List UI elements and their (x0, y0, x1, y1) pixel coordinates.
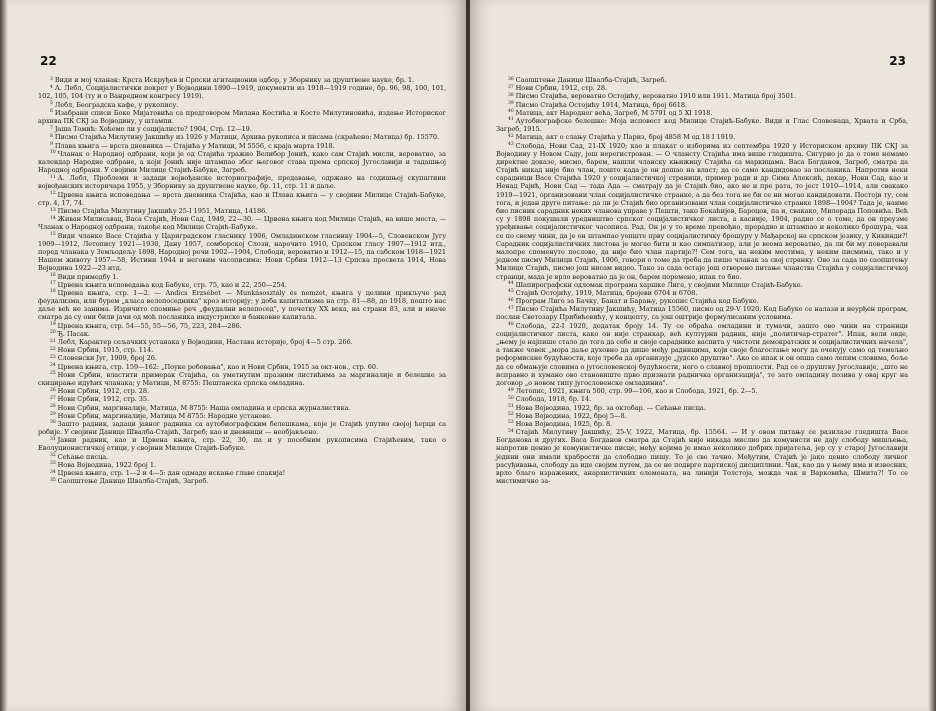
footnote (38, 453, 446, 461)
footnote-text: Црвена књига исповедања код Бабуке, стр. 75, као и 22, 250—254. (57, 280, 287, 289)
footnotes-right (470, 76, 936, 485)
footnote-text: Летопис, 1921, књига 500, стр. 99—106, као и Слобода, 1921, бр. 2—5. (515, 387, 758, 396)
footnote-text: Лебл, Карактер сељачких устанака у Војводини, Настава историје, број 4—5 стр. 266. (57, 338, 353, 346)
footnote-text: Стајић Остојићу, 1919, Матица, бројеви 6704 и 6708. (515, 288, 698, 297)
footnote-text: Лебл, Београдска кафе, у рукопису. (54, 100, 179, 109)
footnote (38, 101, 446, 109)
footnote-number: 34 (50, 469, 56, 475)
footnote-number: 41 (508, 117, 514, 123)
footnote (496, 76, 908, 84)
footnote-number: 24 (50, 363, 56, 369)
footnote-number: 32 (50, 453, 56, 459)
footnote-text: Писмо Стајића Милутину Јакшићу из 1926 у Матици, Архива рукописа и писама (скраћено: Матица) бр. 15570. (54, 133, 440, 142)
footnote-number: 23 (50, 354, 56, 360)
footnote (38, 142, 446, 150)
footnote-number: 22 (50, 346, 56, 352)
footnote (38, 191, 446, 207)
footnote-number: 18 (50, 289, 56, 295)
footnote (38, 109, 446, 125)
footnote-number: 17 (50, 281, 56, 287)
footnote (38, 322, 446, 330)
footnote (38, 273, 446, 281)
footnote-text: Види чланке Васе Стајића у Цариградском гласнику 1906, Омладинском гласнику 1904—5, Словенском Југу 1909—1912, Летопису 1921—1930, Дану 1957, сомборској Слози, нарочито 1910, Српском гласу 1907—1912 итд., поред чланака у Земљодељу 1898, Народној речи 1902—1904, Слободи, вероватно и 1912—15, па сабском 1918—1921 Нашем животу 1957—58, Истини 1944 и неговим часописима: Нови Србин 1912—13 Српска просвета 1914, Нова Војводина 1922—23 итд. (38, 231, 446, 273)
footnote-number: 33 (50, 461, 56, 467)
footnote-number: 39 (508, 101, 514, 107)
footnote-text: Писмо Стајића Милутину Јакшићу 25-I 1951, Матица, 14186. (57, 207, 268, 215)
footnote-text: Шапирографски одломак програма харшке Лиге, у својини Милице Стајић-Бабуке. (515, 280, 803, 289)
footnote-text: Матица, акт о слању Стајића у Париз, број 4858 М од 18 I 1919. (515, 133, 735, 142)
footnote (38, 346, 446, 354)
footnote-number: 15 (50, 232, 56, 238)
footnote-text: Види примедбу 1. (57, 272, 119, 281)
footnote (496, 412, 908, 420)
footnote-text: А. Лебл, Социјалистички покрет у Војводини 1890—1919, документи из 1918—1919 године, бр. 96, 98, 100, 101, 102, 105, 104 (ту и о Ванредном конгресу 1919). (38, 84, 446, 101)
footnote-number: 43 (508, 142, 514, 147)
footnote-text: Слобода, 1918, бр. 14. (515, 395, 592, 404)
footnote (496, 387, 908, 395)
footnote (38, 232, 446, 273)
footnote (496, 92, 908, 100)
footnote (496, 109, 908, 117)
footnote (38, 207, 446, 215)
footnote (38, 371, 446, 387)
footnote-text: А. Лебл, Проблеми и задаци војвођанске историографије, предавање, одржано на годишњој скупштини војвођанских историчара 1955, у Зборнику за друштвене науке, бр. 11, стр. 11 и даље. (38, 174, 446, 191)
footnote-number: 7 (50, 125, 53, 131)
footnote (496, 142, 908, 281)
footnote-number: 27 (50, 395, 56, 401)
footnote-number: 46 (508, 297, 514, 303)
footnote-number: 40 (508, 109, 514, 115)
footnote-number: 35 (50, 477, 56, 483)
footnote-number: 42 (508, 133, 514, 139)
footnote (496, 395, 908, 403)
footnote-text: Ђ. Пасак. (57, 329, 90, 338)
footnote (38, 174, 446, 190)
footnote-number: 21 (50, 338, 56, 344)
footnote-number: 20 (50, 330, 56, 336)
footnote-number: 53 (508, 420, 514, 426)
footnote (38, 125, 446, 133)
footnote-text: Јаша Томић: Хоћемо ли у социјалисте? 1904, Стр. 12—19. (54, 125, 252, 134)
footnote (496, 297, 908, 305)
footnote (496, 404, 908, 412)
right-page (470, 0, 936, 711)
footnote-text: Стајић Милутину Јакшићу, 25-V, 1922, Матица, бр. 15564. — И у овом питању се разилазе гледишта Васе Богданова и других. Васа Богданов сматра да Стајић није никада мислио да комунисти не дају слободу мишљења, напротив ценио је комунистичке писце, међу којима је имао неколико добрих пријатеља, јер су у старој Југославији једини они имали храбрости да слободно пишу. То је све тачно. Међутим, Стајић је јако ценио слободу личног расуђивања, слободу да иде својим путем, да се не подврге партиској дисциплини. Чак, као да у њему има и извесних, врло благо изражених, анархистичких елемената, на линији Толстоја, можда чак и Варковића, Шмита?! То се мистимично за- (496, 428, 908, 486)
footnote-text: Нова Војводина, 1925, бр. 8. (515, 419, 613, 428)
footnote (496, 420, 908, 428)
footnote-text: Словенски Југ, 1909, број 26. (57, 354, 157, 363)
footnote (38, 363, 446, 371)
footnote (38, 330, 446, 338)
footnote-number: 45 (508, 289, 514, 295)
footnote-text: Саопштење Данице Швалба-Стајић, Загреб. (57, 477, 209, 486)
footnote (38, 76, 446, 84)
footnote-number: 48 (508, 322, 514, 328)
footnote (38, 420, 446, 436)
footnote-text: Чланак о Народној одбрани, који је од Стајића тражио Велибор Јонић, како сам Стајић мисли, вероватно, за календар Народне одбране, а који Јонић није штампао због његовог става према српској Југославији и тадашњој Народној одбрани. У својини Милице Стајић-Бабуке, Загреб. (38, 149, 446, 175)
footnote-text: Изабрани списи Боке Мијатовића са предговором Милана Костића и Косте Милутиновића, издање Историског архива ПК СКЈ за Војводину, у штампи. (38, 108, 446, 125)
footnote (496, 428, 908, 485)
footnote-text: Плава књига — врста дневника — Стајића у Матици, М 5556, с краја марта 1918. (54, 141, 335, 150)
footnote (496, 117, 908, 133)
footnote (38, 338, 446, 346)
footnote-number: 3 (50, 76, 53, 82)
footnote-text: Саопштење Данице Швалба-Стајић, Загреб. (515, 76, 667, 84)
footnote-text: Писмо Стајића Остојићу 1914, Матица, број 6618. (515, 100, 688, 109)
footnote (38, 404, 446, 412)
footnote-text: Нови Србин, 1912, стр. 28. (57, 387, 150, 396)
footnote (496, 101, 908, 109)
footnote (38, 436, 446, 452)
footnote-text: Слобода, Нови Сад, 21-IX 1920; као и плакат о изборима из септембра 1920 у Историском архиву ПК СКЈ за Војводину у Новом Саду, још нерегистрован. — О члансту Стајића има више гледишта. Сигурно је да о томе немамо директне доказе, мисмо, барем, нашли чланску књижицу Стајића са маркицама. Васа Богданов, Загреб, сматра да Стајић никад није био члан, пошто када је он дошао на власт; да се само кандидовао за посланика. Напротив неки сарадници Васе Стајића 1920 у социјалистичкој страници, пример ради и др Сима Алексић, декар, Нови Сад, као и Ненад Рајић, Нови Сад — тада Ада — сматрају да је Стајић био, ако не и пре рата, то јест 1910—1914, али свакако 1919—1921, организовани члан социјалистичке странке, а да без тога не би се ни могао кандидовати. Постоји ту, сем тога, и један друго питање: да ли је Стајић био организовани члан социјалистичке странке 1898—1904? Тада је, наиме био писник сарадник неких чланова управе у Пешти, тако Бокаћијев, Бароцов, па и, свакако, Милорада Поповића. Већ су у 1898 покушали уредништво српског социјалистичког листа, а касније, 1904, радио се о томе, да он преузме уређивање социјалистичког часописа. Рад. Он је у то време превођио, прерадио и штампао и неколико брошура, чак се по свему чини, да је он штампао уопште прву социјалистичку брошуру у Мађарској на српском језику, у Кикинди?! Сарадник социјалистичких листова је могао бити и као симпатизер, али је веома вероватно, да ли би му поверавали малопре споменуте послове, да није био члан партије?! Сем тога, на неким местима, у неким писмима, тако и у једном писму Милици Стајић, 1906, говори о томе да треба да пише чланак за свој странку. Ово за сада по саопштењу Милице Стајић, писмо још нисам видео. Тако за сада остаје још отворено питање чланства Стајића у социјалистичкој странци, мада је врло вероватно да је он, барем поремено, ипак то био. (496, 141, 908, 281)
footnote-number: 49 (508, 387, 514, 393)
footnote-number: 12 (50, 191, 56, 197)
footnote-number: 31 (50, 436, 56, 442)
footnote-text: Црвена књига, стр. 1—2 и 4—5: дан одмаде искање главе спакија! (57, 469, 286, 477)
footnote-number: 14 (50, 215, 56, 221)
footnote-number: 52 (508, 412, 514, 418)
footnote-text: Нови Србин, маргиналије, Матица М 8755: Народне установе. (57, 411, 273, 420)
footnotes-left (0, 76, 466, 485)
footnote-text: Живан Милисавац, Васа Стајић, Нови Сад, 1949, 22—30. — Црвена књига код Милице Стајић, на више места, — Чланак о Народној одбрани, такође код Милице Стајић-Бабуке. (38, 215, 446, 232)
footnote-text: Црвена књига, стр. 1—2. — Andics Erzsébet — Munkásosztály és nemzet, књига у целини прикључе рад феудализма, или бурем „класа велепоседника" кроз историју; у доба капитализма на стр. 81—88, до 1918, пошто нас даље већ не занима. Изричито спомиње реч „феудални велепосед", у почетку XX века, на страни 83, али и иначе смaтра да су они били јачи од моћ посланика индустриске и банковне капитала. (38, 288, 446, 322)
footnote-number: 37 (508, 84, 514, 90)
footnote (496, 84, 908, 92)
footnote-number: 13 (50, 207, 56, 213)
footnote-text: Слобода, 22-I 1920, додатак броју 14. Ту се обраћа омладини и тумачи, зашто ово чини на страници социјалистичког листа, како он није странкар, већ културни радник, није „политичар-стратег". Ипак, вели овде, „њему је најпише стало до тога да себе и своје сараднике васпита у чистоти демократских и социјалистичких начела", а также човек „мора даље духовно да дише међу радницима, који своје благостање могу да очекују само од темељно реформисане будућности, које треба да организује „јудско друштво". Ако се ипак и он опша само лепим словима, боље да се обмањује словима о југословенској будућности, него о славној прошлости. Рад се о друштву Југославије, „што не исправно и хумано ово становиште прво признати радничка организација", те зато омладину позива у овај круг на договор „о новом типу југословенске омладиниа". (496, 321, 908, 387)
footnote-number: 28 (50, 404, 56, 409)
page-number-left: 22 (40, 54, 57, 68)
footnote-text: Види и мој чланак: Крста Искруђев и Српски агитационии одбор, у Зборнику за друштвене науке, бр. 1. (54, 76, 415, 84)
footnote (496, 322, 908, 388)
footnote-number: 5 (50, 101, 53, 107)
footnote-text: Писмо Стајића Милутину Јакшићу, Матица 15560, писмо од 29-V 1920. Код Бабуке се налази и неурђен програм, послан Светозару Прибићевићу, у концепту, са још оштрије формулисаним условима. (496, 305, 908, 322)
footnote (496, 281, 908, 289)
footnote-number: 54 (508, 428, 514, 434)
footnote-text: Нови Србин, маргиналије, Матица, М 8755: Наша омладина и српска журналистика. (57, 403, 351, 412)
footnote-number: 30 (50, 420, 56, 426)
footnote-text: Програм Лиге за Бачку, Банат и Барању, рукопис Стајића код Бабуке. (515, 297, 759, 306)
footnote-number: 25 (50, 371, 56, 377)
footnote (38, 469, 446, 477)
footnote-text: Нови Србин, 1915, стр. 114. (57, 346, 154, 355)
footnote-number: 44 (508, 281, 514, 287)
footnote (496, 133, 908, 141)
footnote (496, 289, 908, 297)
footnote-text: Нова Војводина, 1922 број 1. (57, 460, 156, 469)
footnote-number: 6 (50, 109, 53, 115)
footnote (38, 289, 446, 322)
footnote-number: 9 (50, 142, 53, 147)
footnote-number: 51 (508, 404, 514, 409)
footnote-number: 29 (50, 412, 56, 418)
footnote-text: Аутобиографске белешке: Моја исповест код Милице Стајић-Бабуке. Види и Глас Словенаца, Хрвата и Срба, Загреб, 1915. (496, 116, 908, 134)
footnote (38, 387, 446, 395)
footnote-text: Зашто радник, задаци јавног радника са аутобиографским белешкама, које је Стајић упутио својој ћерци са робије. У својини Данице Швалба-Стајић, Загреб; као и дневници — необјављено. (38, 419, 446, 437)
footnote (38, 281, 446, 289)
left-page (0, 0, 466, 711)
footnote-text: Црвена књига, стр. 159—162: „Поуке робовања", као и Нови Србин, 1915 за окт-нов., стр. 60. (57, 362, 378, 371)
footnote-number: 10 (50, 150, 56, 156)
footnote (38, 412, 446, 420)
footnote-text: Јавни радник, као и Црвена књига, стр. 22, 30, па и у посебним рукописима Стајићевим, тако о Еволуционистичкој етици, у својини Милице Стајић-Бабуке. (38, 436, 446, 453)
footnote (38, 150, 446, 175)
footnote-text: Нови Србин, 1912, стр. 35. (57, 395, 150, 404)
footnote-text: Нова Војводина, 1922, број 5—8. (515, 411, 627, 420)
footnote-number: 4 (50, 84, 53, 90)
footnote-number: 16 (50, 273, 56, 278)
footnote-text: Црвена књига исповедања — врста дневника Стајића, као и Плава књига — у својини Милице Стајић-Бабуке, стр. 4, 17, 74. (38, 190, 446, 207)
footnote-number: 8 (50, 133, 53, 139)
footnote-text: Матица, акт Народног већа, Загреб, М 5791 од 5 XI 1918. (515, 108, 713, 117)
footnote-text: Нова Војводина, 1922, бр. за октобар. — Сећање писца. (515, 403, 706, 412)
footnote (38, 477, 446, 485)
footnote (38, 215, 446, 231)
footnote-text: Сећање писца. (57, 452, 109, 461)
footnote-number: 50 (508, 395, 514, 401)
footnote-number: 19 (50, 322, 56, 328)
footnote-text: Нови Србин, властити примерак Стајића, са уметнутим празним листићима за маргиналије и белешке за скицирање идућих чланака; у Матици, М 8755: Пештанска српска омладина. (38, 370, 446, 387)
footnote-number: 36 (508, 76, 514, 82)
footnote (38, 84, 446, 100)
page-number-right: 23 (889, 54, 906, 68)
footnote (38, 395, 446, 403)
footnote-number: 47 (508, 305, 514, 311)
footnote-text: Писмо Стајића, вероватно Остојићу, вероватно 1910 или 1911. Матица број 3501. (515, 92, 796, 101)
footnote-number: 11 (50, 174, 56, 180)
footnote-number: 26 (50, 387, 56, 393)
footnote-text: Црвена књига, стр. 54—55, 55—56, 75, 223, 284—286. (57, 321, 242, 330)
footnote-number: 38 (508, 92, 514, 98)
footnote-text: Нови Србин, 1912, стр. 28. (515, 84, 608, 93)
footnote (496, 305, 908, 321)
footnote (38, 461, 446, 469)
footnote (38, 354, 446, 362)
footnote (38, 133, 446, 141)
